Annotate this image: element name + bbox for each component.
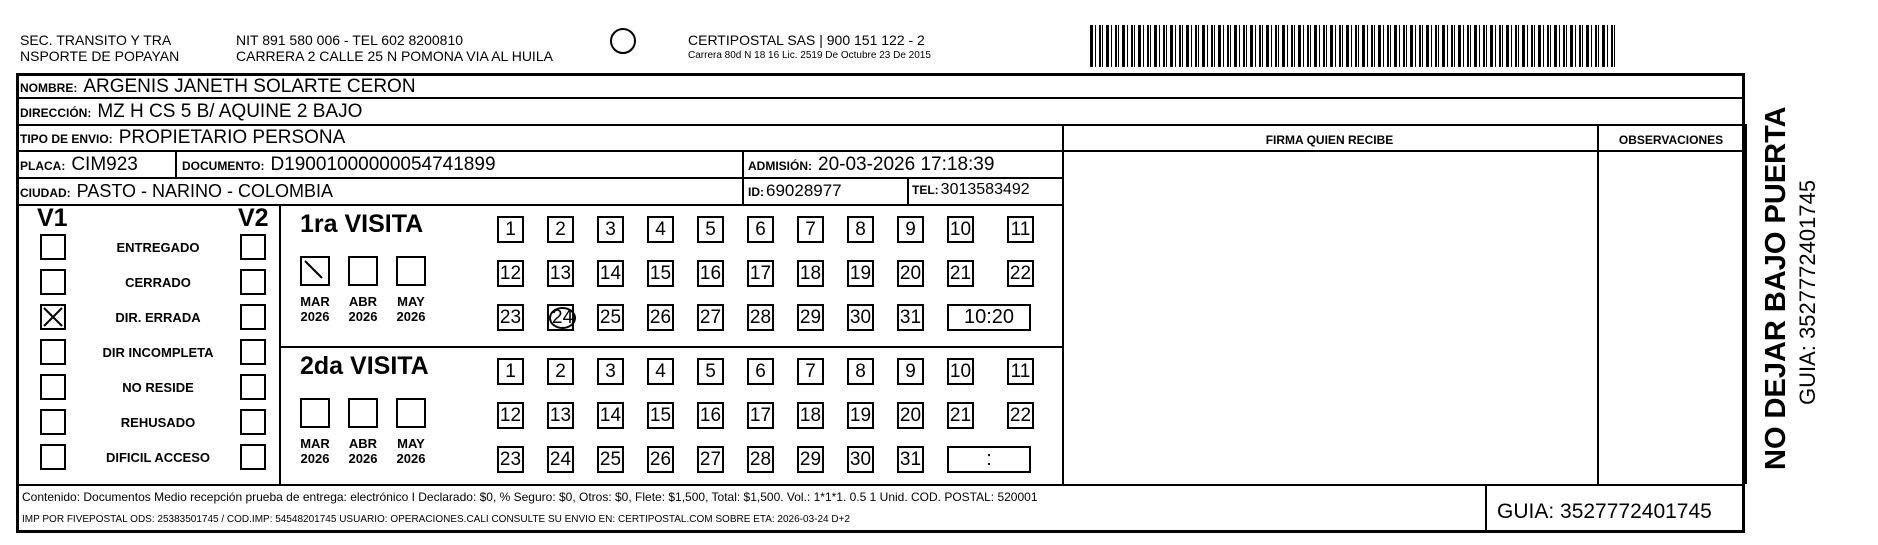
day-box[interactable]: 9 <box>897 358 924 385</box>
day-box[interactable]: 1 <box>497 358 524 385</box>
id-value: 69028977 <box>766 181 842 200</box>
sender-nit: NIT 891 580 006 - TEL 602 8200810 <box>236 32 464 48</box>
side-warning: NO DEJAR BAJO PUERTA <box>1760 106 1792 470</box>
sender-org-line2: NSPORTE DE POPAYAN <box>20 48 180 64</box>
day-box[interactable]: 15 <box>647 260 674 287</box>
v1-checkbox[interactable] <box>40 374 66 400</box>
sender-org-line1: SEC. TRANSITO Y TRA <box>20 32 172 48</box>
month-year: 2026 <box>348 451 378 466</box>
v2-checkbox[interactable] <box>240 304 266 330</box>
day-box[interactable]: 6 <box>747 216 774 243</box>
placa-value: CIM923 <box>71 154 138 175</box>
visit-title: 1ra VISITA <box>300 210 424 238</box>
footer-guia: GUIA: 3527772401745 <box>1497 500 1712 523</box>
field-tel <box>912 181 1030 199</box>
nombre-value: ARGENIS JANETH SOLARTE CERON <box>83 76 416 97</box>
v1-checkbox[interactable] <box>40 409 66 435</box>
month-label <box>343 294 383 324</box>
sender-address: CARRERA 2 CALLE 25 N POMONA VIA AL HUILA <box>236 48 553 64</box>
check-mark-icon <box>302 258 328 284</box>
firma-label: FIRMA QUIEN RECIBE <box>1265 133 1394 147</box>
field-documento <box>182 154 496 176</box>
status-label: REHUSADO <box>120 415 196 430</box>
month-label <box>295 294 335 324</box>
day-box[interactable]: 23 <box>497 304 524 331</box>
day-box[interactable]: 19 <box>847 260 874 287</box>
day-box[interactable]: 1 <box>497 216 524 243</box>
observaciones-label: OBSERVACIONES <box>1618 133 1724 147</box>
day-box[interactable]: 4 <box>647 216 674 243</box>
day-box[interactable]: 3 <box>597 358 624 385</box>
day-box[interactable]: 26 <box>647 304 674 331</box>
day-box[interactable]: 14 <box>597 402 624 429</box>
month-checkbox[interactable] <box>348 256 378 286</box>
day-box[interactable]: 24 <box>547 446 574 473</box>
month-name: MAY <box>397 294 425 309</box>
month-checkbox[interactable] <box>396 398 426 428</box>
day-box[interactable]: 25 <box>597 304 624 331</box>
day-box[interactable]: 13 <box>547 260 574 287</box>
day-box[interactable]: 8 <box>847 358 874 385</box>
day-box[interactable]: 29 <box>797 446 824 473</box>
day-box[interactable]: 10 <box>947 358 974 385</box>
day-box[interactable]: 31 <box>897 446 924 473</box>
day-box[interactable]: 5 <box>697 358 724 385</box>
side-guia: GUIA: 3527772401745 <box>1795 179 1820 405</box>
month-label <box>343 436 383 466</box>
field-id <box>748 181 842 201</box>
x-mark-icon <box>42 306 64 328</box>
day-box[interactable]: 22 <box>1007 402 1034 429</box>
day-box[interactable]: 9 <box>897 216 924 243</box>
v1-header: V1 <box>37 204 68 232</box>
day-box[interactable]: 22 <box>1007 260 1034 287</box>
day-box[interactable]: 4 <box>647 358 674 385</box>
month-checkbox[interactable] <box>300 398 330 428</box>
day-box[interactable]: 18 <box>797 260 824 287</box>
documento-value: D19001000000054741899 <box>270 154 496 175</box>
day-marked: 24 <box>549 307 576 329</box>
day-box[interactable]: 30 <box>847 304 874 331</box>
day-box[interactable]: 7 <box>797 358 824 385</box>
barcode-icon <box>1090 25 1618 67</box>
sender-org <box>20 32 179 64</box>
month-year: 2026 <box>348 309 378 324</box>
visit-time[interactable]: : <box>947 446 1031 473</box>
day-box[interactable]: 31 <box>897 304 924 331</box>
carrier-name: CERTIPOSTAL SAS | 900 151 122 - 2 <box>688 32 925 48</box>
day-box[interactable]: 11 <box>1007 216 1034 243</box>
v2-checkbox[interactable] <box>240 234 266 260</box>
month-name: MAY <box>397 436 425 451</box>
day-box[interactable]: 3 <box>597 216 624 243</box>
documento-label: DOCUMENTO: <box>182 159 265 173</box>
day-box[interactable]: 17 <box>747 402 774 429</box>
month-checkbox[interactable] <box>396 256 426 286</box>
field-direccion <box>20 101 362 123</box>
day-box[interactable]: 12 <box>497 260 524 287</box>
v2-checkbox[interactable] <box>240 409 266 435</box>
ciudad-value: PASTO - NARINO - COLOMBIA <box>76 181 334 201</box>
direccion-label: DIRECCIÓN: <box>20 106 92 120</box>
id-label: ID: <box>748 185 764 199</box>
v1-checkbox[interactable] <box>40 444 66 470</box>
month-label <box>391 436 431 466</box>
day-box[interactable]: 25 <box>597 446 624 473</box>
day-box[interactable]: 14 <box>597 260 624 287</box>
day-box[interactable]: 20 <box>897 260 924 287</box>
v2-checkbox[interactable] <box>240 444 266 470</box>
day-box[interactable]: 21 <box>947 260 974 287</box>
month-name: ABR <box>348 294 378 309</box>
day-box[interactable]: 19 <box>847 402 874 429</box>
month-name: MAR <box>300 294 330 309</box>
status-label: DIR. ERRADA <box>115 310 201 325</box>
ciudad-label: CIUDAD: <box>20 186 71 200</box>
carrier-logo-icon <box>610 28 636 54</box>
status-label: NO RESIDE <box>122 380 194 395</box>
day-box[interactable]: 30 <box>847 446 874 473</box>
day-box[interactable]: 16 <box>697 402 724 429</box>
day-box[interactable]: 23 <box>497 446 524 473</box>
day-box[interactable]: 13 <box>547 402 574 429</box>
day-box[interactable]: 28 <box>747 446 774 473</box>
v1-checkbox[interactable] <box>40 339 66 365</box>
tel-label: TEL: <box>912 183 939 197</box>
day-box[interactable]: 7 <box>797 216 824 243</box>
nombre-label: NOMBRE: <box>20 81 78 95</box>
carrier-detail: Carrera 80d N 18 16 Lic. 2519 De Octubre 23 De 2015 <box>688 50 931 61</box>
footer-imp: IMP POR FIVEPOSTAL ODS: 25383501745 / COD.IMP: 54548201745 USUARIO: OPERACIONES.CALI CONSULTE SU ENVIO EN: CERTIPOSTAL.COM SOBRE ETA: 2026-03-24 D+2 <box>22 514 850 525</box>
day-box[interactable]: 12 <box>497 402 524 429</box>
carrier-info <box>688 32 931 64</box>
month-year: 2026 <box>396 309 426 324</box>
month-year: 2026 <box>396 451 426 466</box>
admision-value: 20-03-2026 17:18:39 <box>818 154 995 175</box>
day-box[interactable]: 17 <box>747 260 774 287</box>
month-checkbox[interactable] <box>300 256 330 286</box>
v2-checkbox[interactable] <box>240 269 266 295</box>
tipo-label: TIPO DE ENVIO: <box>20 132 113 146</box>
status-label: ENTREGADO <box>116 240 200 255</box>
day-box[interactable] <box>547 304 574 331</box>
v1-checkbox[interactable] <box>40 304 66 330</box>
sender-info <box>236 32 553 64</box>
month-checkbox[interactable] <box>348 398 378 428</box>
month-year: 2026 <box>300 309 330 324</box>
field-placa <box>20 154 138 176</box>
day-box[interactable]: 11 <box>1007 358 1034 385</box>
admision-label: ADMISIÓN: <box>748 159 812 173</box>
day-box[interactable]: 16 <box>697 260 724 287</box>
placa-label: PLACA: <box>20 159 66 173</box>
day-box[interactable]: 15 <box>647 402 674 429</box>
month-label <box>391 294 431 324</box>
day-box[interactable]: 29 <box>797 304 824 331</box>
field-admision <box>748 154 994 176</box>
day-box[interactable]: 26 <box>647 446 674 473</box>
v1-checkbox[interactable] <box>40 269 66 295</box>
month-year: 2026 <box>300 451 330 466</box>
v2-header: V2 <box>238 204 269 232</box>
day-box[interactable]: 5 <box>697 216 724 243</box>
day-box[interactable]: 20 <box>897 402 924 429</box>
day-box[interactable]: 28 <box>747 304 774 331</box>
tel-value: 3013583492 <box>940 181 1030 198</box>
month-name: MAR <box>300 436 330 451</box>
day-box[interactable]: 18 <box>797 402 824 429</box>
day-box[interactable]: 6 <box>747 358 774 385</box>
day-box[interactable]: 21 <box>947 402 974 429</box>
status-label: DIR INCOMPLETA <box>102 345 214 360</box>
day-box[interactable]: 2 <box>547 216 574 243</box>
footer-content: Contenido: Documentos Medio recepción prueba de entrega: electrónico I Declarado: $0, % Seguro: $0, Otros: $0, Flete: $1,500, Total: $1,500. Vol.: 1*1*1. 0.5 1 Unid. COD. POSTAL: 520001 <box>22 490 1038 504</box>
field-nombre <box>20 76 416 98</box>
status-label: DIFICIL ACCESO <box>105 450 210 465</box>
field-tipo <box>20 127 345 149</box>
visit-time[interactable]: 10:20 <box>947 304 1031 331</box>
v2-checkbox[interactable] <box>240 374 266 400</box>
status-label: CERRADO <box>125 275 191 290</box>
field-ciudad <box>20 181 333 202</box>
direccion-value: MZ H CS 5 B/ AQUINE 2 BAJO <box>97 101 363 122</box>
month-label <box>295 436 335 466</box>
day-box[interactable]: 10 <box>947 216 974 243</box>
visit-title: 2da VISITA <box>300 352 429 380</box>
day-box[interactable]: 27 <box>697 304 724 331</box>
day-box[interactable]: 27 <box>697 446 724 473</box>
tipo-value: PROPIETARIO PERSONA <box>118 127 346 148</box>
v1-checkbox[interactable] <box>40 234 66 260</box>
v2-checkbox[interactable] <box>240 339 266 365</box>
day-box[interactable]: 8 <box>847 216 874 243</box>
month-name: ABR <box>348 436 378 451</box>
day-box[interactable]: 2 <box>547 358 574 385</box>
